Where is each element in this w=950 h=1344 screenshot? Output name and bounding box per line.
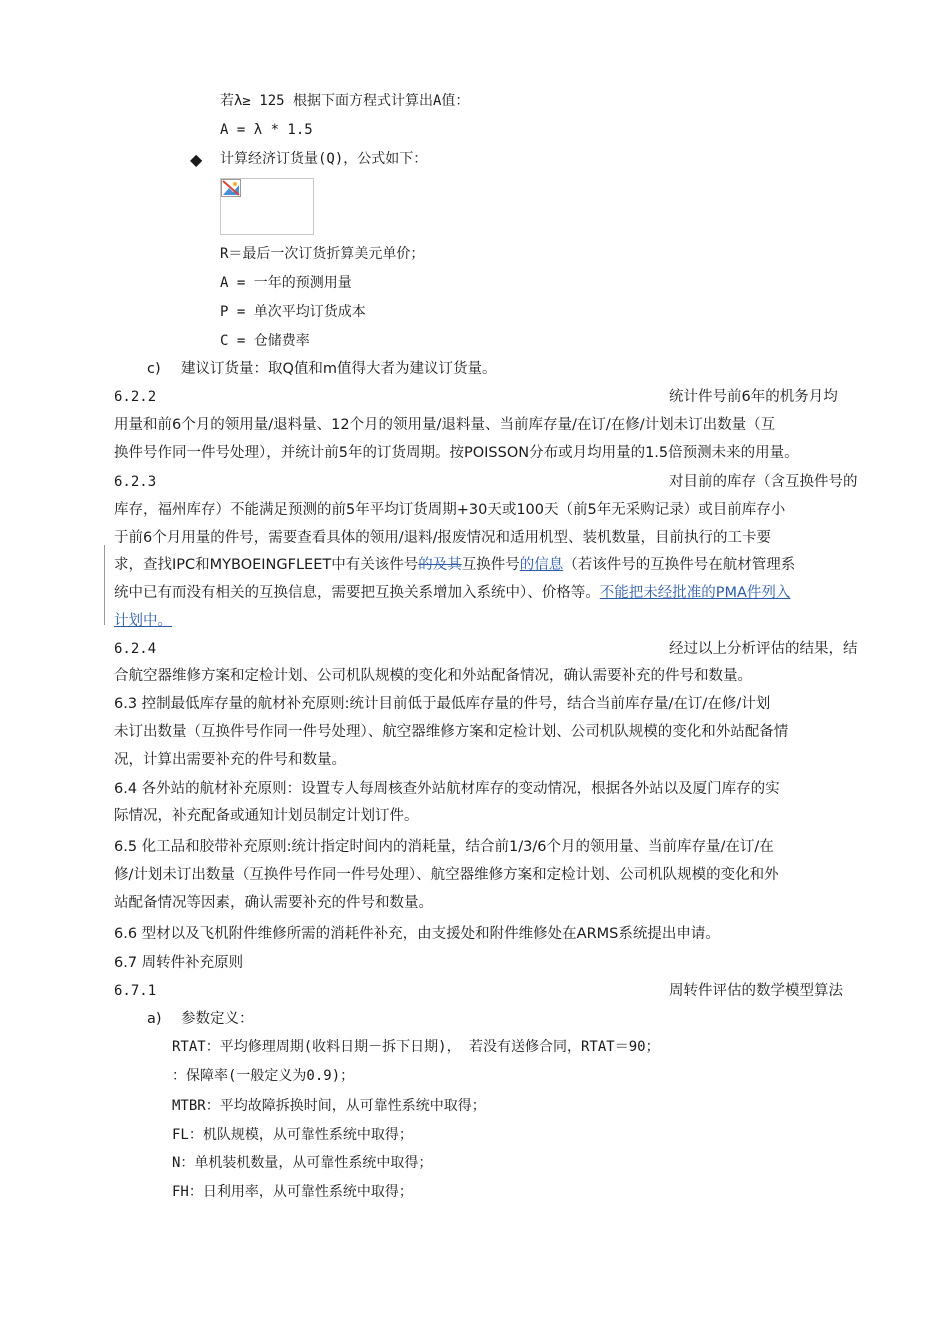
lambda-condition: 若λ≥ 125 根据下面方程式计算出A值： xyxy=(220,93,470,109)
params-title: 参数定义： xyxy=(181,1011,254,1027)
s63-line-2: 未订出数量（互换件号作同一件号处理）、航空器维修方案和定检计划、公司机队规模的变化和外站配备情 xyxy=(114,724,789,740)
s623-line-3 xyxy=(114,555,795,575)
s622-line-1: 用量和前6个月的领用量/退料量、12个月的领用量/退料量、当前库存量/在订/在修/计划未订出数量（互 xyxy=(114,417,776,433)
s623-line-3-c: （若该件号的互换件号在航材管理系 xyxy=(563,557,796,573)
param-n: N：单机装机数量，从可靠性系统中取得； xyxy=(172,1155,433,1171)
s65-line-1: 6.5 化工品和胶带补充原则:统计指定时间内的消耗量，结合前1/3/6个月的领用量、当前库存量/在订/在 xyxy=(114,839,774,855)
def-c: C = 仓储费率 xyxy=(220,333,310,349)
s64-line-2: 际情况，补充配备或通知计划员制定计划订件。 xyxy=(114,808,419,824)
s622-line-2: 换件号作同一件号处理），并统计前5年的订货周期。按POISSON分布或月均用量的1.5倍预测未来的用量。 xyxy=(114,445,799,461)
param-fh: FH：日利用率，从可靠性系统中取得； xyxy=(172,1184,413,1200)
s623-line-3-a: 求，查找IPC和MYBOEINGFLEET中有关该件号 xyxy=(114,557,419,573)
s623-line-1: 库存，福州库存）不能满足预测的前5年平均订货周期+30天或100天（前5年无采购记录）或目前库存小 xyxy=(114,502,786,518)
s64-line-1: 6.4 各外站的航材补充原则：设置专人每周核查外站航材库存的变动情况，根据各外站以及厦门库存的实 xyxy=(114,781,780,797)
def-p: P = 单次平均订货成本 xyxy=(220,304,366,320)
c-label: c) xyxy=(147,361,161,377)
param-mtbr: MTBR：平均故障拆换时间，从可靠性系统中取得； xyxy=(172,1098,486,1114)
s67-heading: 6.7 周转件补充原则 xyxy=(114,955,244,971)
s65-line-3: 站配备情况等因素，确认需要补充的件号和数量。 xyxy=(114,895,433,911)
s622-num: 6.2.2 xyxy=(114,389,157,405)
s623-line-5 xyxy=(114,611,172,631)
s623-line-4 xyxy=(114,583,790,603)
s623-inserted-text: 的信息 xyxy=(519,557,564,573)
formula-image-placeholder xyxy=(220,178,314,235)
def-a: A = 一年的预测用量 xyxy=(220,275,352,291)
def-r: R＝最后一次订货折算美元单价； xyxy=(220,246,425,262)
s671-num: 6.7.1 xyxy=(114,983,157,999)
s671-lead: 周转件评估的数学模型算法 xyxy=(669,983,843,999)
s624-num: 6.2.4 xyxy=(114,641,157,657)
s622-lead: 统计件号前6年的机务月均 xyxy=(669,389,838,405)
c-text: 建议订货量：取Q值和m值得大者为建议订货量。 xyxy=(181,361,497,377)
param-rtat: RTAT：平均修理周期(收料日期－拆下日期)， 若没有送修合同，RTAT＝90； xyxy=(172,1039,660,1055)
s63-line-1: 6.3 控制最低库存量的航材补充原则:统计目前低于最低库存量的件号，结合当前库存量/在订/在修/计划 xyxy=(114,696,771,712)
s623-num: 6.2.3 xyxy=(114,474,157,490)
s623-line-4-a: 统中已有而没有相关的互换信息，需要把互换关系增加入系统中）、价格等。 xyxy=(114,585,600,601)
params-label: a) xyxy=(147,1011,162,1027)
s624-lead: 经过以上分析评估的结果，结 xyxy=(669,641,858,657)
param-support-rate: ：保障率(一般定义为0.9)； xyxy=(172,1068,355,1084)
a-formula: A = λ * 1.5 xyxy=(220,122,313,138)
revision-change-bar xyxy=(104,545,105,625)
s623-deleted-text: 的及其 xyxy=(418,557,462,573)
s623-inserted-plan: 计划中。 xyxy=(114,613,172,629)
s63-line-3: 况，计算出需要补充的件号和数量。 xyxy=(114,752,346,768)
broken-image-icon xyxy=(221,179,241,197)
param-fl: FL：机队规模，从可靠性系统中取得； xyxy=(172,1127,413,1143)
s623-inserted-pma: 不能把未经批准的PMA件列入 xyxy=(599,585,791,601)
bullet-diamond-icon: ◆ xyxy=(190,150,203,169)
s624-line: 合航空器维修方案和定检计划、公司机队规模的变化和外站配备情况，确认需要补充的件号和数量。 xyxy=(114,668,752,684)
s65-line-2: 修/计划未订出数量（互换件号作同一件号处理）、航空器维修方案和定检计划、公司机队规模的变化和外 xyxy=(114,867,779,883)
s623-line-3-b: 互换件号 xyxy=(461,557,520,573)
s623-line-2: 于前6个月用量的件号，需要查看具体的领用/退料/报废情况和适用机型、装机数量，目前执行的工卡要 xyxy=(114,530,771,546)
s66-line: 6.6 型材以及飞机附件维修所需的消耗件补充，由支援处和附件维修处在ARMS系统提出申请。 xyxy=(114,926,720,942)
eoq-heading: 计算经济订货量(Q)，公式如下： xyxy=(220,151,428,167)
s623-lead: 对目前的库存（含互换件号的 xyxy=(669,474,858,490)
